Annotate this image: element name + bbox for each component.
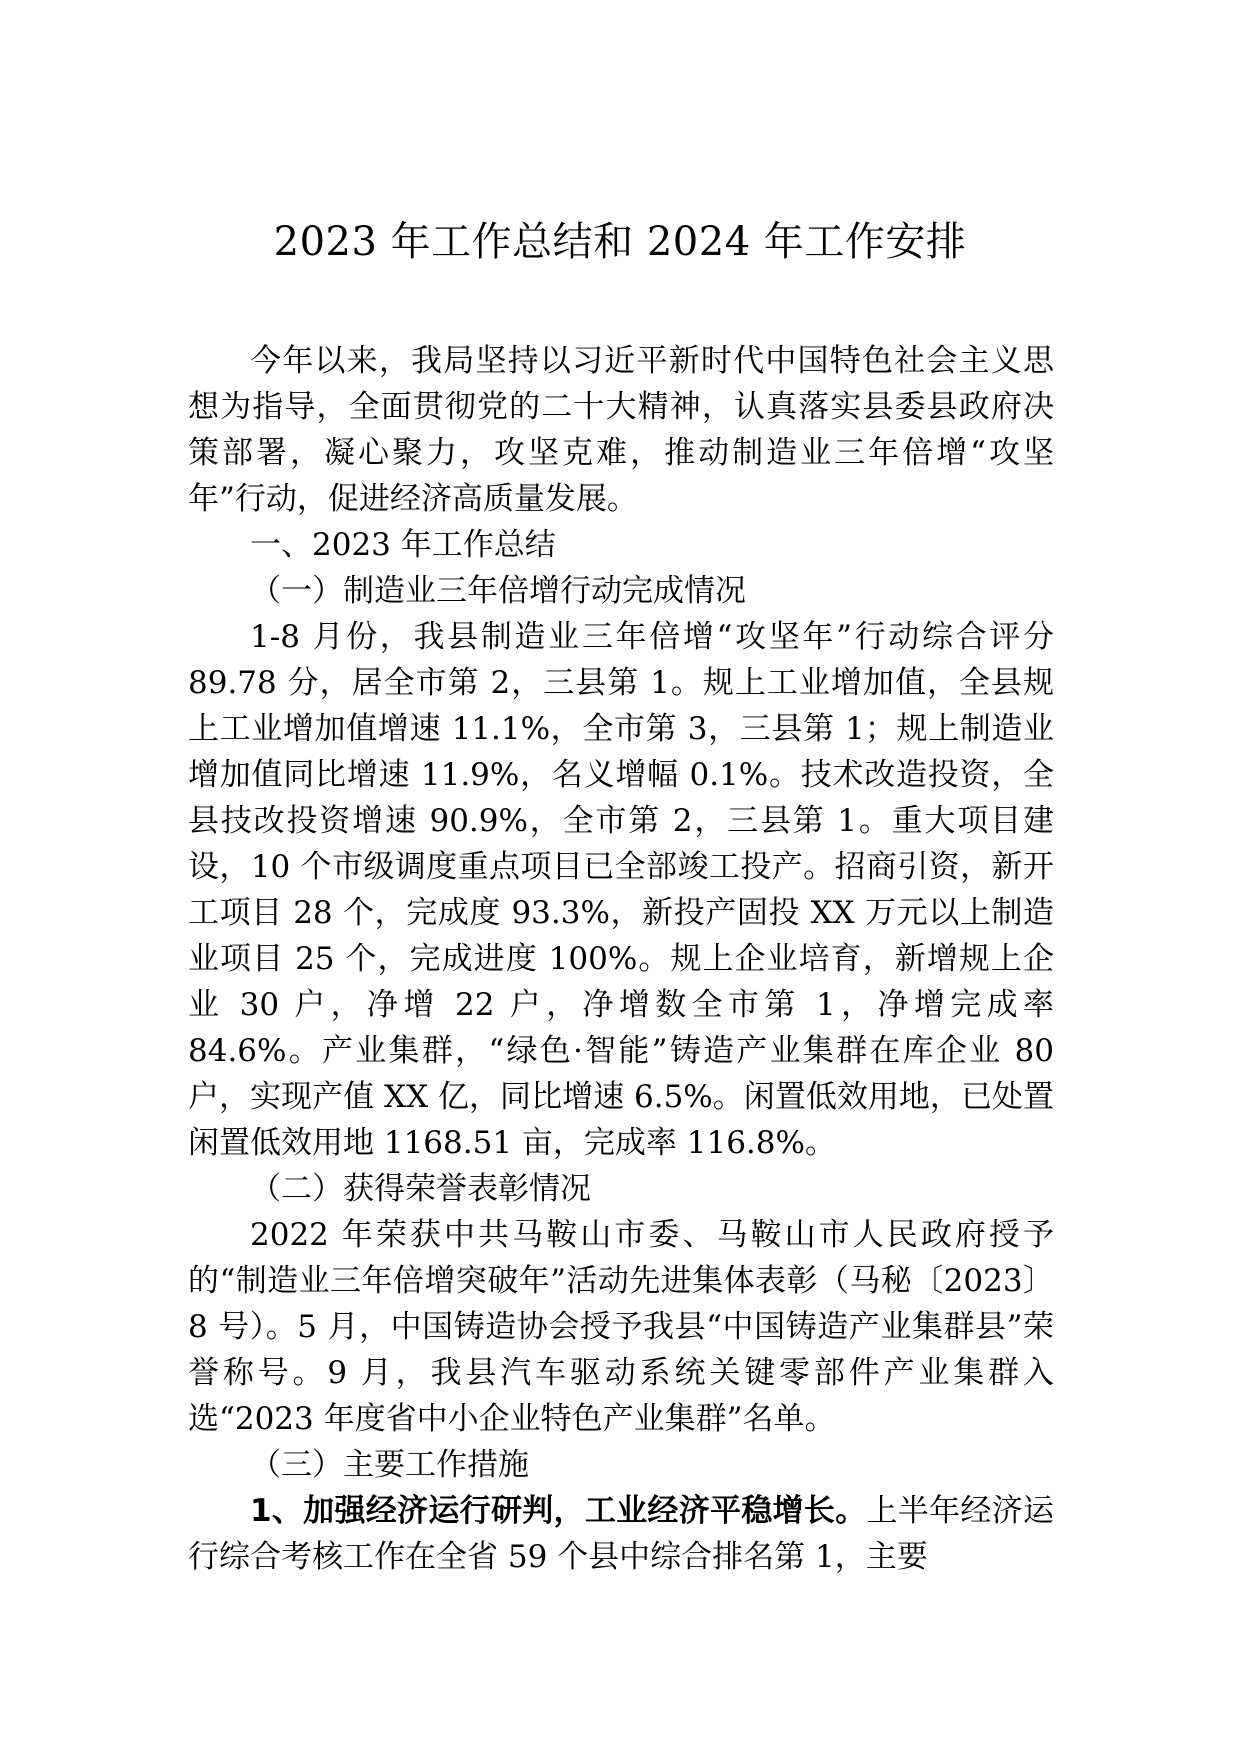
subsection-heading-honors: （二）获得荣誉表彰情况	[250, 1171, 591, 1207]
honors-paragraph: 2022 年荣获中共马鞍山市委、马鞍山市人民政府授予的“制造业三年倍增突破年”活动先进集体表彰（马秘〔2023〕8 号）。5 月，中国铸造协会授予我县“中国铸造产业集群县”荣誉称号。9 月，我县汽车驱动系统关键零部件产业集群入选“2023 年度省中小企业特色产业集群”名单。	[188, 1217, 1054, 1437]
subsection-heading-measures: （三）主要工作措施	[250, 1447, 529, 1483]
measure-item-1-body: 上半年经济运行综合考核工作在全省 59 个县中综合排名第 1，主要	[188, 1493, 1054, 1575]
manufacturing-paragraph: 1-8 月份，我县制造业三年倍增“攻坚年”行动综合评分 89.78 分，居全市第 2，三县第 1。规上工业增加值，全县规上工业增加值增速 11.1%，全市第 3，三县第 1；规上制造业增加值同比增速 11.9%，名义增幅 0.1%。技术改造投资，全县技改投资增速 90.9%，全市第 2，三县第 1。重大项目建设，10 个市级调度重点项目已全部竣工投产。招商引资，新开工项目 28 个，完成度 93.3%，新投产固投 XX 万元以上制造业项目 25 个，完成进度 100%。规上企业培育，新增规上企业 30 户，净增 22 户，净增数全市第 1，净增完成率 84.6%。产业集群，“绿色·智能”铸造产业集群在库企业 80 户，实现产值 XX 亿，同比增速 6.5%。闲置低效用地，已处置闲置低效用地 1168.51 亩，完成率 116.8%。	[188, 619, 1054, 1161]
intro-paragraph: 今年以来，我局坚持以习近平新时代中国特色社会主义思想为指导，全面贯彻党的二十大精神，认真落实县委县政府决策部署，凝心聚力，攻坚克难，推动制造业三年倍增“攻坚年”行动，促进经济高质量发展。	[188, 343, 1054, 517]
measure-item-1	[188, 1488, 1054, 1580]
section-heading-summary: 一、2023 年工作总结	[250, 527, 556, 563]
document-title: 2023 年工作总结和 2024 年工作安排	[273, 219, 967, 265]
document-body	[188, 338, 1054, 1580]
measure-item-1-lead: 1、加强经济运行研判，工业经济平稳增长。	[250, 1493, 867, 1529]
subsection-heading-manufacturing: （一）制造业三年倍增行动完成情况	[250, 573, 746, 609]
